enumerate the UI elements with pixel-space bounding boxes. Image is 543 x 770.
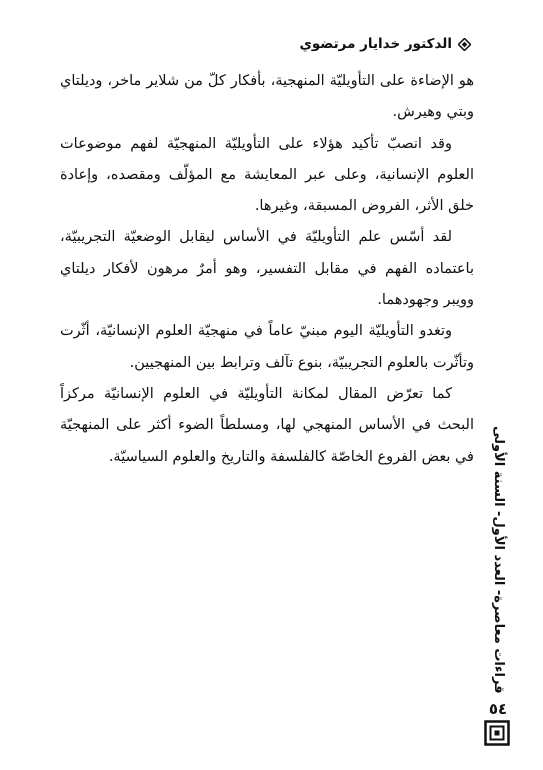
paragraph: هو الإضاءة على التأويليّة المنهجية، بأفكار كلّ من شلاير ماخر، وديلتاي وبتي وهيرش. xyxy=(60,73,474,121)
paragraph: لقد أسّس علم التأويليّة في الأساس ليقابل الوضعيّة التجريبيّة، باعتماده الفهم في مقابل التفسير، وهو أمرٌ مرهون لأفكار ديلتاي وويبر وجهودهما. xyxy=(60,229,474,309)
square-ornament-icon xyxy=(484,720,510,746)
running-header xyxy=(299,36,471,52)
body-text xyxy=(60,66,474,473)
diamond-bullet-icon xyxy=(458,38,471,51)
paragraph: وقد انصبّ تأكيد هؤلاء على التأويليّة المنهجيّة لفهم موضوعات العلوم الإنسانية، وعلى عبر المعايشة مع المؤلّف ومقصده، وإعادة خلق الأثر، الفروض المسبقة، وغيرها. xyxy=(60,135,474,215)
journal-side-title: قراءات معاصرة- العدد الأول- السنة الأولى xyxy=(491,426,506,694)
paragraph: كما تعرّض المقال لمكانة التأويليّة في العلوم الإنسانيّة مركزاً البحث في الأساس المنهجي لها، ومسلطاً الضوء أكثر على المنهجيّة في بعض الفروع الخاصّة كالفلسفة والتاريخ والعلوم السياسيّة. xyxy=(60,385,474,465)
paragraph: وتغدو التأويليّة اليوم مبنيّ عاماً في منهجيّة العلوم الإنسانيّة، أثّرت وتأثّرت بالعلوم التجريبيّة، بنوع تآلف وترابط بين المنهجيين. xyxy=(60,323,474,371)
author-name: الدكتور خدايار مرتضوي xyxy=(299,36,452,52)
page-number: ٥٤ xyxy=(488,700,508,718)
